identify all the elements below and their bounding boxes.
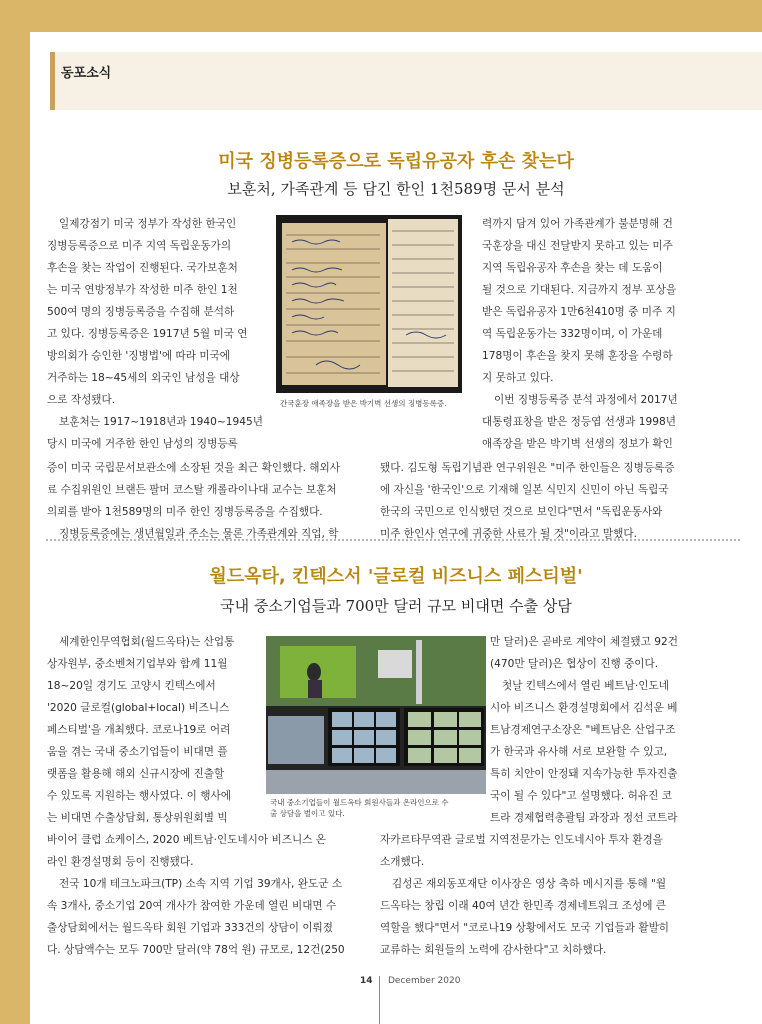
- text-line: 드옥타는 창립 이래 40여 년간 한민족 경제네트워크 조성에 큰: [380, 900, 667, 912]
- text-line: 미주 한인사 연구에 귀중한 사료가 될 것"이라고 말했다.: [380, 528, 637, 540]
- text-line: 만 달러)은 곧바로 계약이 체결됐고 92건: [490, 636, 678, 648]
- text-line: 일제강점기 미국 정부가 작성한 한국인: [59, 218, 237, 230]
- article2-left-column: [47, 631, 267, 829]
- text-line: 국훈장을 대신 전달받지 못하고 있는 미주: [482, 240, 673, 252]
- article2-caption: [270, 797, 490, 819]
- text-line: 트남경제연구소장은 "베트남은 산업구조: [490, 724, 676, 736]
- text-line: 이번 징병등록증 분석 과정에서 2017년: [494, 394, 678, 406]
- article1-photo: [276, 215, 462, 393]
- page-number: 14: [360, 976, 373, 986]
- issue-date: December 2020: [388, 976, 461, 986]
- article2-subtitle: 국내 중소기업들과 700만 달러 규모 비대면 수출 상담: [220, 597, 572, 615]
- text-line: 국이 될 수 있다"고 설명했다. 허유진 코: [490, 790, 672, 802]
- text-line: 세계한인무역협회(월드옥타)는 산업통: [59, 636, 235, 648]
- article1-subtitle: 보훈처, 가족관계 등 담긴 한인 1천589명 문서 분석: [227, 180, 565, 198]
- text-line: 됐다. 김도형 독립기념관 연구위원은 "미주 한인들은 징병등록증: [380, 462, 675, 474]
- text-line: 시아 비즈니스 환경설명회에서 김석운 베: [490, 702, 678, 714]
- text-line: 징병등록증에는 생년월일과 주소는 물론 가족관계와 직업, 학: [59, 528, 339, 540]
- text-line: 첫날 킨텍스에서 열린 베트남·인도네: [502, 680, 669, 692]
- text-line: 트라 경제협력총괄팀 과장과 정선 코트라: [490, 812, 678, 824]
- text-line: 료 수집위원인 브랜든 팔머 코스탈 캐롤라이나대 교수는 보훈처: [47, 484, 337, 496]
- text-line: 가 한국과 유사해 서로 보완할 수 있고,: [490, 746, 668, 758]
- text-line: 상자원부, 중소벤처기업부와 함께 11월: [47, 658, 228, 670]
- article2-right-column: [490, 631, 720, 829]
- footer-divider: [379, 976, 380, 1024]
- text-line: 500여 명의 징병등록증을 수집해 분석하: [47, 306, 235, 318]
- text-line: 178명이 후손을 찾지 못해 훈장을 수령하: [482, 350, 673, 362]
- section-header: [50, 52, 762, 110]
- text-line: 라인 환경설명회 등이 진행됐다.: [47, 856, 194, 868]
- text-line: 역 독립운동가는 332명이며, 이 가운데: [482, 328, 663, 340]
- article2-bottom-left: [47, 829, 362, 961]
- article1-left-column: [47, 213, 273, 455]
- article2-bottom-right: [380, 829, 724, 961]
- text-line: 의뢰를 받아 1천589명의 미주 한인 징병등록증을 수집했다.: [47, 506, 323, 518]
- text-line: 자카르타무역관 글로벌 지역전문가는 인도네시아 투자 환경을: [380, 834, 663, 846]
- text-line: 바이어 클럽 쇼케이스, 2020 베트남·인도네시아 비즈니스 온: [47, 834, 327, 846]
- section-label: 동포소식: [61, 66, 112, 81]
- text-line: 소개했다.: [380, 856, 425, 868]
- text-line: 랫폼을 활용해 해외 신규시장에 진출할: [47, 768, 225, 780]
- article2-caption-line: 국내 중소기업들이 월드옥타 회원사들과 온라인으로 수: [270, 798, 449, 807]
- text-line: 대통령표창을 받은 정등엽 선생과 1998년: [482, 416, 676, 428]
- text-line: 출상담회에서는 월드옥타 회원 기업과 333건의 상담이 이뤄졌: [47, 922, 334, 934]
- text-line: 보훈처는 1917~1918년과 1940~1945년: [59, 416, 263, 428]
- text-line: 페스티벌'을 개최했다. 코로나19로 어려: [47, 724, 231, 736]
- text-line: '2020 글로컬(global+local) 비즈니스: [47, 702, 230, 714]
- text-line: 후손을 찾는 작업이 진행된다. 국가보훈처: [47, 262, 238, 274]
- text-line: 지역 독립유공자 후손을 찾는 데 도움이: [482, 262, 663, 274]
- text-line: 한국의 국민으로 인식했던 것으로 보인다"면서 "독립운동사와: [380, 506, 663, 518]
- text-line: 다. 상담액수는 모두 700만 달러(약 78억 원) 규모로, 12건(250: [47, 944, 345, 956]
- text-line: 수 있도록 지원하는 행사였다. 이 행사에: [47, 790, 231, 802]
- magazine-page: [30, 32, 762, 1024]
- text-line: 거주하는 18~45세의 외국인 남성을 대상: [47, 372, 240, 384]
- text-line: 지 못하고 있다.: [482, 372, 554, 384]
- text-line: (470만 달러)은 협상이 진행 중이다.: [490, 658, 659, 670]
- article2-photo: [266, 636, 486, 794]
- text-line: 에 자신을 '한국인'으로 기재해 일본 식민지 신민이 아닌 독립국: [380, 484, 669, 496]
- article2-caption-line: 출 상담을 벌이고 있다.: [270, 809, 345, 818]
- text-line: 고 있다. 징병등록증은 1917년 5월 미국 연: [47, 328, 248, 340]
- text-line: 교류하는 회원들의 노력에 감사한다"고 치하했다.: [380, 944, 607, 956]
- article2-title: 월드옥타, 킨텍스서 '글로컬 비즈니스 페스티벌': [209, 566, 583, 587]
- text-line: 증이 미국 국립문서보관소에 소장된 것을 최근 확인했다. 해외사: [47, 462, 341, 474]
- text-line: 는 비대면 수출상담회, 통상위원회별 빅: [47, 812, 228, 824]
- text-line: 받은 독립유공자 1만6천410명 중 미주 지: [482, 306, 676, 318]
- text-line: 특히 치안이 안정돼 지속가능한 투자진출: [490, 768, 678, 780]
- text-line: 징병등록증으로 미주 지역 독립운동가의: [47, 240, 232, 252]
- text-line: 될 것으로 기대된다. 지금까지 정부 포상을: [482, 284, 677, 296]
- article1-bottom-right: [380, 457, 724, 545]
- text-line: 으로 작성됐다.: [47, 394, 116, 406]
- article-divider: [46, 539, 740, 541]
- article1-title: 미국 징병등록증으로 독립유공자 후손 찾는다: [218, 151, 574, 172]
- text-line: 속 3개사, 중소기업 20여 개사가 참여한 가운데 열린 비대면 수: [47, 900, 337, 912]
- article1-caption: 간국훈장 애족장을 받은 박기벽 선생의 징병등록증.: [280, 399, 447, 408]
- text-line: 방의회가 승인한 '징병법'에 따라 미국에: [47, 350, 231, 362]
- article1-bottom-left: [47, 457, 362, 545]
- text-line: 역할을 했다"면서 "코로나19 상황에서도 모국 기업들과 활발히: [380, 922, 670, 934]
- text-line: 당시 미국에 거주한 한인 남성의 징병등록: [47, 438, 238, 450]
- text-line: 전국 10개 테크노파크(TP) 소속 지역 기업 39개사, 완도군 소: [59, 878, 343, 890]
- text-line: 력까지 담겨 있어 가족관계가 불분명해 건: [482, 218, 673, 230]
- article1-right-column: [482, 213, 722, 455]
- text-line: 는 미국 연방정부가 작성한 미주 한인 1천: [47, 284, 238, 296]
- text-line: 18~20일 경기도 고양시 킨텍스에서: [47, 680, 216, 692]
- text-line: 움을 겪는 국내 중소기업들이 비대면 플: [47, 746, 228, 758]
- text-line: 애족장을 받은 박기벽 선생의 정보가 확인: [482, 438, 673, 450]
- text-line: 김성곤 재외동포재단 이사장은 영상 축하 메시지를 통해 "월: [392, 878, 667, 890]
